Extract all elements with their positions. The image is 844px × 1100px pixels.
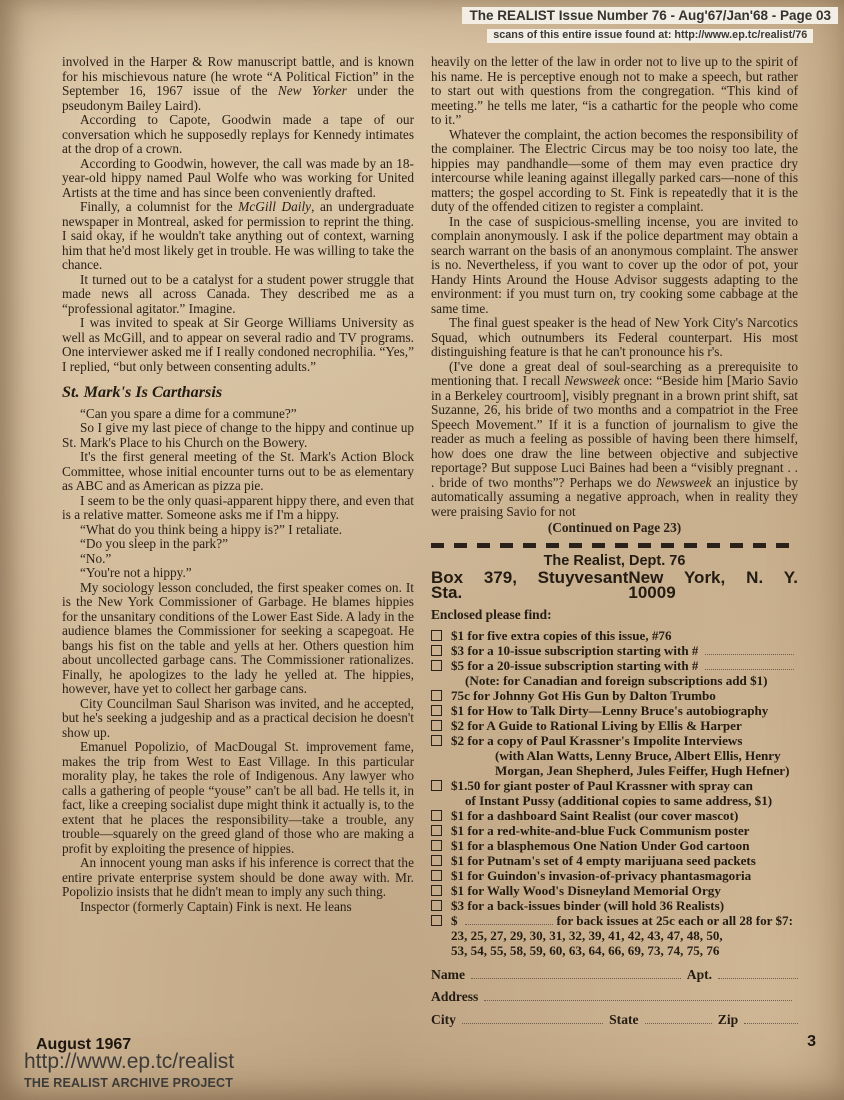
issue-date: August 1967 [36, 1036, 132, 1053]
order-option-row [431, 793, 798, 808]
order-option-label: $2 for A Guide to Rational Living by Ellis & Harper [451, 717, 742, 733]
order-option-label: $ [451, 912, 458, 928]
order-option-row [431, 628, 798, 643]
address-blank [484, 990, 792, 1001]
order-option-row [431, 778, 798, 793]
zip-label: Zip [717, 1012, 739, 1028]
order-option-label: $5 for a 20-issue subscription starting with # [451, 657, 699, 673]
order-option-label: $2 for a copy of Paul Krassner's Impolite Interviews [451, 732, 743, 748]
paragraph: Finally, a columnist for the McGill Daily, an undergraduate newspaper in Montreal, asked for permission to reprint the thing. I said okay, if he wouldn't take anything out of context, warning him that he'd most likely get in trouble. He was willing to take the chance. [62, 199, 415, 272]
apt-blank [718, 968, 798, 979]
fill-in-blank [465, 914, 553, 925]
paragraph: involved in the Harper & Row manuscript battle, and is known for his mischievous nature (he wrote “A Political Fiction” in the September 16, 1967 issue of the New Yorker under the pseudonym Bailey Laird). [62, 54, 414, 113]
paragraph: “You're not a hippy.” [79, 565, 192, 580]
order-option-label: $1 for Putnam's set of 4 empty marijuana seed packets [451, 852, 756, 868]
checkbox-icon [431, 855, 442, 866]
scan-title: The REALIST Issue Number 76 - Aug'67/Jan'68 - Page 03 [462, 7, 838, 24]
order-option-row [431, 658, 798, 673]
checkbox-icon [431, 900, 442, 911]
state-label: State [609, 1012, 639, 1028]
address-label: Address [431, 989, 479, 1005]
page-number: 3 [807, 1033, 816, 1050]
checkbox-icon [431, 870, 442, 881]
fill-in-blank [705, 644, 794, 655]
order-option-row [431, 868, 798, 883]
paragraph: Emanuel Popolizio, of MacDougal St. improvement fame, makes the trip from West to East Village. In this particular morality play, he takes the role of Indigenous. Any lawyer who calls a gathering of people “youse” can't be all bad. He tells it, in fact, like a creeping socialist dupe might think it actually is, to the extent that he places the responsibility—take a trouble, any trouble—squarely on the greed gland of those who are making a profit by exploiting the presence of hippies. [62, 739, 414, 856]
city-label: City [431, 1012, 456, 1028]
paragraph: “Do you sleep in the park?” [79, 536, 229, 551]
order-option-row [431, 808, 798, 823]
order-option-row [431, 703, 798, 718]
paragraph: An innocent young man asks if his inference is correct that the entire private enterprise system should be done away with. Mr. Popolizio insists that he didn't mean to imply any such thing. [62, 855, 414, 899]
order-option-row [431, 943, 798, 958]
state-blank [645, 1013, 712, 1024]
paragraph: Inspector (formerly Captain) Fink is next. He leans [79, 898, 352, 914]
order-option-label: $1 for How to Talk Dirty—Lenny Bruce's autobiography [451, 702, 769, 718]
continued-note: (Continued on Page 23) [547, 520, 682, 535]
checkbox-icon [431, 825, 442, 836]
paragraph: I was invited to speak at Sir George Williams University as well as McGill, and to appear on several radio and TV programs. One interviewer asked me if I really condoned necrophilia. “Yes,” I replied, “but only between consenting adults.” [62, 315, 414, 374]
order-option-label: $1 for a blasphemous One Nation Under God cartoon [451, 837, 750, 853]
paragraph: In the case of suspicious-smelling incense, you are invited to complain anonymously. I ask if the police department may obtain a search warrant on the basis of an anonymous complaint. The answer is no. Nevertheless, if you want to cover up the odor of pot, your Handy Hints Around the House Advisor suggests adapting to the environment: if you must turn on, try cooking some cabbage at the same time. [431, 213, 798, 316]
mailing-fields [431, 968, 798, 1028]
paragraph: According to Goodwin, however, the call was made by an 18-year-old hippy named Paul Wolfe who was working for United Artists at the time and has since been conveniently drafted. [62, 155, 414, 200]
order-option-label: Morgan, Jean Shepherd, Jules Feiffer, Hugh Hefner) [495, 762, 790, 778]
form-address-row [431, 568, 798, 602]
order-option-row [431, 913, 798, 928]
checkbox-icon [431, 630, 442, 641]
order-option-label: $1 for a red-white-and-blue Fuck Communism poster [451, 822, 750, 838]
section-heading: St. Mark's Is Cartharsis [62, 383, 223, 401]
order-option-label-cont: for back issues at 25c each or all 28 for $7: [556, 912, 793, 928]
paragraph: The final guest speaker is the head of New York City's Narcotics Squad, which outnumbers its Federal counterpart. His most distinguishing feature is that he can't pronounce his r's. [431, 315, 798, 359]
address-field-row [431, 990, 798, 1005]
paragraph: It turned out to be a catalyst for a student power struggle that made news all across Canada. They described me as a “professional agitator.” Imagine. [62, 271, 414, 316]
name-field-row [431, 968, 798, 983]
paragraph: heavily on the letter of the law in order not to live up to the spirit of his name. He is perceptive enough not to make a speech, but rather to start out with questions from the congregation. “This kind of meeting.” he tells me later, “is a cathartic for the people who come to it.” [431, 54, 798, 127]
zip-blank [744, 1013, 798, 1024]
order-option-row [431, 718, 798, 733]
checkbox-icon [431, 690, 442, 701]
paragraph: City Councilman Saul Sharison was invited, and he accepted, but he's seeking a judgeship and as a practical decision he doesn't show up. [62, 695, 414, 740]
order-option-label: (with Alan Watts, Lenny Bruce, Albert Ellis, Henry [495, 747, 781, 763]
order-option-label: $3 for a back-issues binder (will hold 36 Realists) [451, 897, 725, 913]
order-option-label: (Note: for Canadian and foreign subscriptions add $1) [465, 672, 768, 688]
order-option-row [431, 928, 798, 943]
order-items-list [431, 628, 798, 958]
fill-in-blank [705, 659, 794, 670]
paragraph: (I've done a great deal of soul-searching as a prerequisite to mentioning that. I recall Newsweek once: “Beside him [Mario Savio in a Berkeley courtroom], visibly pregnant in a brown print shift, sat Suzanne, 26, his bride of two months and a compatriot in the Free Speech Movement.” If it is a function of journalism to give the reader as much a feeling as possible of having been there himself, how does one draw the line between objective and subjective reportage? But suppose Luci Baines had been a “visibly pregnant . . . bride of two months”? Perhaps we do Newsweek an injustice by automatically assuming a negative approach, when in reality they were praising Savio for not [431, 358, 798, 519]
checkbox-icon [431, 735, 442, 746]
order-option-row [431, 673, 798, 688]
order-option-label: of Instant Pussy (additional copies to same address, $1) [465, 792, 773, 808]
checkbox-icon [431, 840, 442, 851]
order-option-row [431, 823, 798, 838]
checkbox-icon [431, 705, 442, 716]
city-state-zip-row [431, 1013, 798, 1028]
order-option-label: $3 for a 10-issue subscription starting with # [451, 642, 699, 658]
paragraph: My sociology lesson concluded, the first speaker comes on. It is the New York Commissioner of Garbage. He blames hippies for the unsanitary conditions of the Lower East Side. A lady in the audience blames the Commissioner for seeking a scapegoat. He bangs his fist on the table and yells at her. Others question him about uncollected garbage cans. The Commissioner rationalizes. Finally, he apologizes to the lady he yelled at. The hippies, however, have yet to collect her garbage cans. [62, 579, 414, 696]
right-column [431, 55, 798, 1028]
scan-subtitle: scans of this entire issue found at: http://www.ep.tc/realist/76 [487, 29, 813, 42]
form-address-left: Box 379, Stuyvesant Sta. [431, 568, 629, 602]
order-option-label: $1.50 for giant poster of Paul Krassner with spray can [451, 777, 753, 793]
order-option-row [431, 883, 798, 898]
checkbox-icon [431, 645, 442, 656]
paragraph: It's the first general meeting of the St. Mark's Action Block Committee, whose initial encounter turns out to be as elementary as ABC and as American as pizza pie. [62, 449, 414, 493]
paragraph: “What do you think being a hippy is?” I retaliate. [79, 521, 343, 537]
name-label: Name [431, 966, 465, 982]
order-option-label: $1 for Guindon's invasion-of-privacy phantasmagoria [451, 867, 752, 883]
order-option-label: 53, 54, 55, 58, 59, 60, 63, 64, 66, 69, 73, 74, 75, 76 [451, 942, 720, 958]
checkbox-icon [431, 915, 442, 926]
checkbox-icon [431, 810, 442, 821]
order-form [431, 554, 798, 1028]
name-blank [471, 968, 681, 979]
paragraph: Whatever the complaint, the action becomes the responsibility of the complainer. The Electric Circus may be too noisy too late, the hippies may pandhandle—some of them may even practice dry intercourse while leaning against illegally parked cars—none of this matters; the gospel according to St. Fink is repeatedly that it is the duty of the offended citizen to register a complaint. [431, 126, 798, 214]
paragraph: “Can you spare a dime for a commune?” [79, 405, 297, 421]
paragraph: So I give my last piece of change to the hippy and continue up St. Mark's Place to his Church on the Bowery. [62, 420, 414, 450]
checkbox-icon [431, 780, 442, 791]
checkbox-icon [431, 660, 442, 671]
form-title: The Realist, Dept. 76 [543, 552, 686, 569]
order-option-row [431, 748, 798, 763]
checkbox-icon [431, 720, 442, 731]
order-option-label: $1 for five extra copies of this issue, #76 [451, 627, 672, 643]
order-option-row [431, 898, 798, 913]
order-option-row [431, 838, 798, 853]
article-columns [62, 55, 798, 1028]
apt-label: Apt. [686, 966, 713, 982]
left-column [62, 55, 414, 1028]
enclosed-label: Enclosed please find: [431, 607, 552, 622]
order-option-label: $1 for Wally Wood's Disneyland Memorial Orgy [451, 882, 721, 898]
paragraph: I seem to be the only quasi-apparent hippy there, and even that is a relative matter. Someone asks me if I'm a hippy. [62, 492, 414, 522]
order-option-row [431, 853, 798, 868]
paragraph: “No.” [79, 550, 112, 566]
archive-project-name: THE REALIST ARCHIVE PROJECT [24, 1076, 234, 1090]
form-address-right: New York, N. Y. 10009 [628, 568, 798, 602]
order-option-label: $1 for a dashboard Saint Realist (our cover mascot) [451, 807, 739, 823]
paragraph: According to Capote, Goodwin made a tape of our conversation which he supposedly replays for Kennedy intimates at the drop of a crown. [62, 112, 414, 156]
checkbox-icon [431, 885, 442, 896]
order-option-row [431, 688, 798, 703]
archive-stamp-header [462, 7, 838, 44]
order-option-row [431, 733, 798, 748]
order-option-label: 75c for Johnny Got His Gun by Dalton Trumbo [451, 687, 716, 703]
dashed-separator [431, 543, 798, 548]
order-option-row [431, 643, 798, 658]
archive-url: http://www.ep.tc/realist [24, 1050, 235, 1073]
city-blank [462, 1013, 603, 1024]
order-option-row [431, 763, 798, 778]
order-option-label: 23, 25, 27, 29, 30, 31, 32, 39, 41, 42, 43, 47, 48, 50, [451, 927, 723, 943]
